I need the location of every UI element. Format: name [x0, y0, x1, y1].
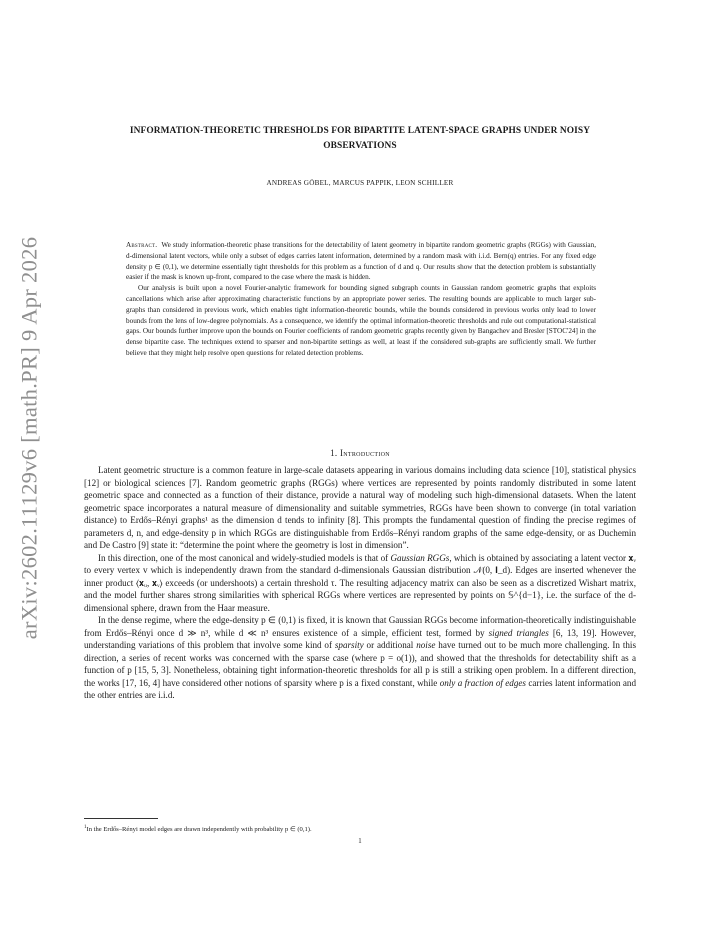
footnote-divider: [84, 818, 158, 819]
abstract-text-1: We study information-theoretic phase transitions for the detectability of latent geometry in bipartite random geometric graphs (RGGs) with Gaussian, d-dimensional latent vectors, while only a subset of edges carries latent information, determined by a random mask with i.i.d. Bern(q) entries. For any fixed edge density p ∈ (0,1), we determine essentially tight thresholds for this problem as a function of d and q. Our results show that the detection problem is substantially easier if the mask is known up-front, compared to the case where the mask is hidden.: [126, 241, 596, 282]
body-paragraph-3: [84, 614, 636, 702]
abstract-label: Abstract.: [126, 241, 158, 249]
body-paragraph-2: [84, 552, 636, 615]
paper-title-line-1: INFORMATION-THEORETIC THRESHOLDS FOR BIPARTITE LATENT-SPACE GRAPHS UNDER NOISY: [129, 126, 591, 136]
section-number: 1.: [330, 448, 338, 458]
footnote-text: In the Erdős–Rényi model edges are drawn independently with probability p ∈ (0,1).: [86, 826, 312, 833]
page-number: 1: [358, 838, 362, 845]
body-text: [84, 464, 636, 702]
body-paragraph-1: Latent geometric structure is a common feature in large-scale datasets appearing in various domains including data science [10], statistical physics [12] or biological sciences [7]. Random geometric graphs (RGGs) where vertices are represented by points randomly distributed in some latent geometric space and connected as a function of their distance, provide a natural way of modeling such high-dimensional datasets. When the latent geometric space incorporates a natural measure of dimensionality and suitable symmetries, RGGs have been shown to converge (in total variation distance) to Erdős–Rényi graphs¹ as the dimension d tends to infinity [8]. This prompts the fundamental question of finding the precise regimes of parameters d, n, and edge-density p in which RGGs are distinguishable from Erdős–Rényi random graphs of the same edge-density, or as Duchemin and De Castro [9] state it: “determine the point where the geometry is lost in dimension”.: [84, 465, 636, 550]
paper-title-line-2: OBSERVATIONS: [323, 141, 397, 151]
body-p3-text-b: [6, 13, 19]. However, understanding variations of this problem that involve some kind of: [84, 627, 636, 650]
body-p3-text-d: have turned out to be much more challenging. In this direction, a series of recent works was concerned with the sparse case (where p = o(1)), and showed that the thresholds for detectability shift as a function of p [15, 5, 3]. Nonetheless, obtaining tight information-theoretic thresholds for all p is still a striking open problem. In a different direction, the works [17, 16, 4] have considered other notions of sparsity where p is a fixed constant, while: [84, 640, 636, 688]
body-p2-emphasis: Gaussian RGGs: [390, 552, 450, 563]
arxiv-identifier-stamp: [4, 236, 54, 640]
section-title: Introduction: [339, 448, 390, 458]
abstract-paragraph-1: [126, 240, 596, 283]
footnote: [84, 823, 636, 834]
body-p3-emphasis-1: signed triangles: [488, 627, 549, 638]
body-p3-text-c: or additional: [363, 640, 417, 650]
footnote-mark: 1: [84, 825, 87, 830]
arxiv-identifier-text: arXiv:2602.11129v6 [math.PR] 9 Apr 2026: [16, 236, 42, 640]
body-p3-text-a: In the dense regime, where the edge-density p ∈ (0,1) is fixed, it is known that Gaussian RGGs become information-theoretically indistinguishable from Erdős–Rényi once d ≫ n³, while d ≪ n³ ensures existence of a simple, efficient test, formed by: [84, 615, 636, 638]
body-p2-text-b: , which is obtained by associating a latent vector 𝐱ᵥ to every vertex v which is independently drawn from the standard d-dimensionals Gaussian distribution 𝒩(0, 𝐈_d). Edges are inserted whenever the inner product ⟨𝐱ᵤ, 𝐱ᵥ⟩ exceeds (or undershoots) a certain threshold τ. The resulting adjacency matrix can also be seen as a discretized Wishart matrix, and the model further shares strong similarities with spherical RGGs where vertices are represented by points on 𝕊^{d−1}, i.e. the surface of the d-dimensional sphere, drawn from the Haar measure.: [84, 552, 636, 613]
section-heading: [100, 448, 620, 458]
abstract: [126, 240, 596, 359]
body-p2-text-a: In this direction, one of the most canonical and widely-studied models is that of: [98, 552, 391, 563]
paper-title: [100, 124, 620, 154]
abstract-paragraph-2: Our analysis is built upon a novel Fourier-analytic framework for bounding signed subgraph counts in Gaussian random geometric graphs that exploits cancellations which arise after approximating characteristic functions by an appropriate power series. The resulting bounds are applicable to much larger sub-graphs than considered in previous work, which enables tight information-theoretic bounds, while the bounds considered in previous works only lead to lower bounds from the lens of low-degree polynomials. As a consequence, we identify the optimal information-theoretic thresholds and rule out computational-statistical gaps. Our bounds further improve upon the bounds on Fourier coefficients of random geometric graphs recently given by Bangachev and Bresler [STOC'24] in the dense bipartite case. The techniques extend to sparser and non-bipartite settings as well, at least if the considered sub-graphs are sufficiently small. We further believe that they might help resolve open questions for related detection problems.: [126, 284, 596, 357]
body-p3-emphasis-3: noise: [416, 640, 436, 650]
body-p3-emphasis-4: only a fraction of edges: [439, 677, 526, 688]
body-p3-emphasis-2: sparsity: [334, 640, 364, 650]
author-list: ANDREAS GÖBEL, MARCUS PAPPIK, LEON SCHILLER: [266, 179, 454, 187]
body-p3-text-e: carries latent information and the other entries are i.i.d.: [84, 677, 636, 700]
